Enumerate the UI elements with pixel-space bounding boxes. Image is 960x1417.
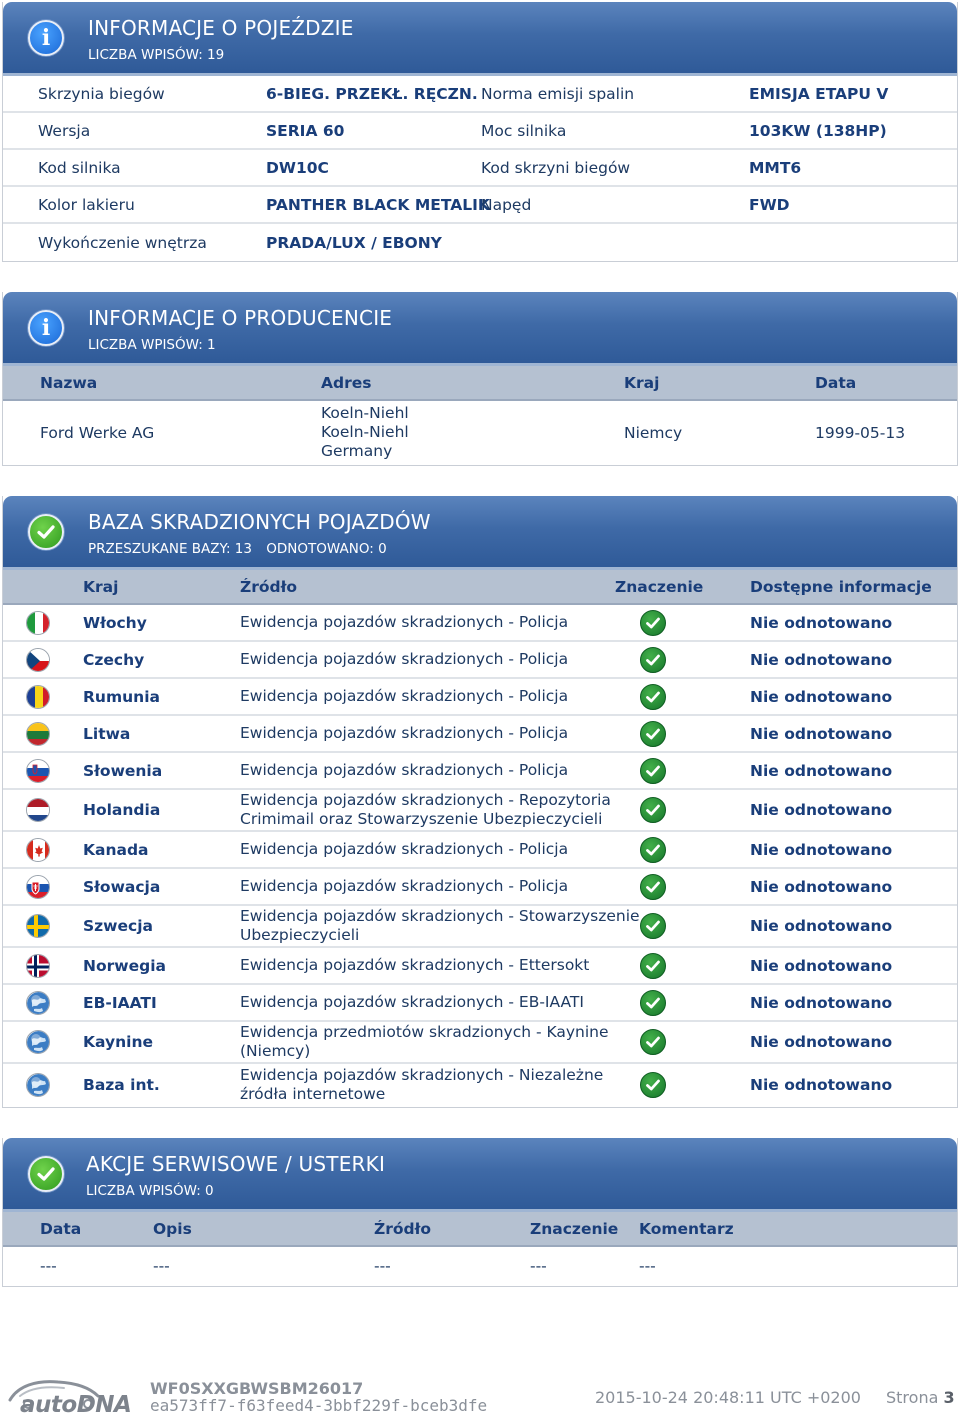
producer-name: Ford Werke AG (40, 423, 155, 442)
service-header (3, 1138, 957, 1212)
stolen-db-header (3, 496, 957, 570)
producer-info-section (2, 292, 958, 466)
section-title: INFORMACJE O POJEŹDZIE (88, 16, 354, 40)
service-desc: --- (153, 1257, 170, 1275)
table-row (3, 832, 957, 869)
table-row (3, 716, 957, 753)
info-status: Nie odnotowano (750, 956, 893, 975)
source-line: źródła internetowe (240, 1085, 386, 1103)
source-line: Ewidencja pojazdów skradzionych - Policja (240, 761, 569, 779)
source-line: Ewidencja pojazdów skradzionych - Policja (240, 687, 569, 705)
info-status: Nie odnotowano (750, 917, 893, 935)
country-name: Baza int. (83, 1076, 160, 1094)
table-row (3, 150, 957, 187)
table-header (3, 570, 957, 605)
check-icon (640, 1029, 666, 1055)
field-label: Wykończenie wnętrza (38, 233, 207, 252)
flag-ca-icon (26, 838, 50, 862)
source-line: Ewidencja pojazdów skradzionych - Stowarzyszenie (240, 907, 640, 925)
flag-it-icon (26, 611, 50, 635)
producer-address (321, 401, 409, 464)
check-icon (640, 837, 666, 863)
source-text (240, 716, 568, 751)
source-line: Crimimail oraz Stowarzyszenie Ubezpieczycieli (240, 810, 603, 828)
search-summary (88, 541, 397, 557)
country-name: Słowenia (83, 761, 163, 780)
report-datetime: 2015-10-24 20:48:11 UTC +0200 (595, 1388, 861, 1407)
field-label: Skrzynia biegów (38, 84, 165, 103)
info-status: Nie odnotowano (750, 801, 893, 819)
field-label: Kod silnika (38, 158, 121, 177)
check-icon (640, 797, 666, 823)
info-status: Nie odnotowano (750, 1033, 893, 1051)
info-icon: i (28, 20, 64, 56)
field-label: Napęd (481, 195, 532, 214)
table-row (3, 76, 957, 113)
table-row (3, 869, 957, 906)
source-line: Ewidencja pojazdów skradzionych - Niezależne (240, 1066, 604, 1084)
info-status: Nie odnotowano (750, 877, 893, 896)
check-icon (640, 990, 666, 1016)
check-icon (640, 647, 666, 673)
source-line: Ewidencja pojazdów skradzionych - Policja (240, 724, 569, 742)
source-text (240, 642, 568, 677)
source-line: Ewidencja pojazdów skradzionych - Policja (240, 613, 569, 631)
col-header-meaning: Znaczenie (615, 577, 704, 596)
flag-sk-icon (26, 875, 50, 899)
table-row (3, 224, 957, 261)
check-icon (640, 953, 666, 979)
check-icon (640, 913, 666, 939)
col-header-country: Kraj (624, 373, 660, 392)
source-text (240, 906, 640, 946)
col-header-date: Data (40, 1219, 82, 1238)
field-label: Kolor lakieru (38, 195, 135, 214)
flag-no-icon (26, 954, 50, 978)
field-value: 6-BIEG. PRZEKŁ. RĘCZN. (266, 84, 478, 103)
country-name: Holandia (83, 801, 161, 819)
table-row (3, 985, 957, 1022)
table-row (3, 753, 957, 790)
source-line: Ewidencja pojazdów skradzionych - Policja (240, 840, 569, 858)
country-name: Czechy (83, 650, 145, 669)
country-name: Słowacja (83, 877, 161, 896)
field-value: 103KW (138HP) (749, 121, 887, 140)
check-icon (640, 874, 666, 900)
vehicle-info-header (3, 2, 957, 76)
section-title: INFORMACJE O PRODUCENCIE (88, 306, 393, 330)
field-label: Wersja (38, 121, 91, 140)
vehicle-info-section (2, 2, 958, 262)
col-header-desc: Opis (153, 1219, 192, 1238)
table-row (3, 679, 957, 716)
country-name: Rumunia (83, 687, 160, 706)
country-name: Szwecja (83, 917, 153, 935)
source-line: Ewidencja pojazdów skradzionych - Policja (240, 650, 569, 668)
col-header-info: Dostępne informacje (750, 577, 932, 596)
flag-se-icon (26, 914, 50, 938)
logo-text: autoDNA (20, 1392, 132, 1417)
field-value: SERIA 60 (266, 121, 345, 140)
col-header-country: Kraj (83, 577, 119, 596)
info-status: Nie odnotowano (750, 650, 893, 669)
flag-lt-icon (26, 722, 50, 746)
table-row (3, 1064, 957, 1106)
field-value: PRADA/LUX / EBONY (266, 233, 442, 252)
address-line: Koeln-Niehl (321, 404, 409, 422)
check-icon (640, 758, 666, 784)
field-value: FWD (749, 195, 790, 214)
globe-icon (26, 1030, 50, 1054)
check-icon (640, 684, 666, 710)
entry-count: LICZBA WPISÓW: 19 (88, 47, 225, 63)
info-status: Nie odnotowano (750, 1076, 893, 1094)
service-section (2, 1138, 958, 1287)
table-header (3, 1212, 957, 1247)
table-row (3, 113, 957, 150)
check-icon (640, 721, 666, 747)
country-name: Norwegia (83, 956, 166, 975)
vin-number: WF0SXXGBWSBM26017 (150, 1379, 364, 1398)
producer-date: 1999-05-13 (815, 423, 906, 442)
page-footer (0, 1370, 960, 1417)
info-status: Nie odnotowano (750, 993, 893, 1012)
source-text (240, 605, 568, 640)
info-status: Nie odnotowano (750, 724, 893, 743)
col-header-comment: Komentarz (639, 1219, 734, 1238)
col-header-source: Źródło (374, 1219, 432, 1238)
source-text (240, 753, 568, 788)
country-name: Włochy (83, 613, 147, 632)
source-text (240, 948, 589, 983)
table-row (3, 1022, 957, 1064)
table-row (3, 1247, 957, 1285)
address-line: Koeln-Niehl (321, 423, 409, 441)
field-label: Norma emisji spalin (481, 84, 635, 103)
producer-info-header (3, 292, 957, 366)
col-header-meaning: Znaczenie (530, 1219, 619, 1238)
service-comment: --- (639, 1257, 656, 1275)
globe-icon (26, 991, 50, 1015)
check-icon (640, 610, 666, 636)
source-line: Ewidencja pojazdów skradzionych - EB-IAATI (240, 993, 584, 1011)
service-source: --- (374, 1257, 391, 1275)
section-title: BAZA SKRADZIONYCH POJAZDÓW (88, 510, 431, 534)
table-row (3, 642, 957, 679)
autodna-logo (6, 1374, 132, 1417)
field-value: PANTHER BLACK METALIK (266, 195, 490, 214)
source-line: Ewidencja przedmiotów skradzionych - Kaynine (240, 1023, 609, 1041)
entry-count: LICZBA WPISÓW: 1 (88, 337, 216, 353)
check-icon (28, 514, 64, 550)
source-text (240, 985, 584, 1020)
info-status: Nie odnotowano (750, 613, 893, 632)
field-value: EMISJA ETAPU V (749, 84, 889, 103)
source-line: (Niemcy) (240, 1042, 311, 1060)
source-text (240, 1022, 609, 1062)
source-text (240, 790, 611, 830)
country-name: EB-IAATI (83, 993, 157, 1012)
info-status: Nie odnotowano (750, 687, 893, 706)
noted-count: ODNOTOWANO: 0 (266, 541, 387, 557)
check-icon (28, 1156, 64, 1192)
source-line: Ewidencja pojazdów skradzionych - Ettersokt (240, 956, 590, 974)
source-line: Ubezpieczycieli (240, 926, 360, 944)
entry-count: LICZBA WPISÓW: 0 (86, 1183, 214, 1199)
flag-nl-icon (26, 798, 50, 822)
source-text (240, 1064, 603, 1106)
field-value: DW10C (266, 158, 329, 177)
source-text (240, 832, 568, 867)
col-header-source: Źródło (240, 577, 298, 596)
globe-icon (26, 1073, 50, 1097)
country-name: Kanada (83, 840, 149, 859)
country-name: Kaynine (83, 1033, 153, 1051)
col-header-name: Nazwa (40, 373, 98, 392)
page-number: 3 (943, 1388, 955, 1407)
table-row (3, 790, 957, 832)
table-row (3, 948, 957, 985)
col-header-date: Data (815, 373, 857, 392)
flag-cz-icon (26, 648, 50, 672)
producer-country: Niemcy (624, 423, 683, 442)
stolen-db-section (2, 496, 958, 1108)
table-row (3, 906, 957, 948)
field-value: MMT6 (749, 158, 802, 177)
address-line: Germany (321, 442, 393, 460)
section-title: AKCJE SERWISOWE / USTERKI (86, 1152, 386, 1176)
report-hash: ea573ff7-f63feed4-3bbf229f-bceb3dfe (150, 1396, 488, 1415)
table-row (3, 401, 957, 464)
table-row (3, 187, 957, 224)
page-label: Strona (886, 1388, 939, 1407)
flag-si-icon (26, 759, 50, 783)
service-meaning: --- (530, 1257, 547, 1275)
field-label: Moc silnika (481, 121, 567, 140)
service-date: --- (40, 1257, 57, 1275)
source-line: Ewidencja pojazdów skradzionych - Policja (240, 877, 569, 895)
source-line: Ewidencja pojazdów skradzionych - Repozytoria (240, 791, 611, 809)
country-name: Litwa (83, 724, 131, 743)
source-text (240, 679, 568, 714)
info-status: Nie odnotowano (750, 761, 893, 780)
field-label: Kod skrzyni biegów (481, 158, 631, 177)
searched-count: PRZESZUKANE BAZY: 13 (88, 541, 252, 557)
check-icon (640, 1072, 666, 1098)
flag-ro-icon (26, 685, 50, 709)
page-indicator (886, 1388, 955, 1407)
col-header-address: Adres (321, 373, 372, 392)
info-status: Nie odnotowano (750, 840, 893, 859)
info-icon: i (28, 310, 64, 346)
table-header (3, 366, 957, 401)
table-row (3, 605, 957, 642)
source-text (240, 869, 568, 904)
